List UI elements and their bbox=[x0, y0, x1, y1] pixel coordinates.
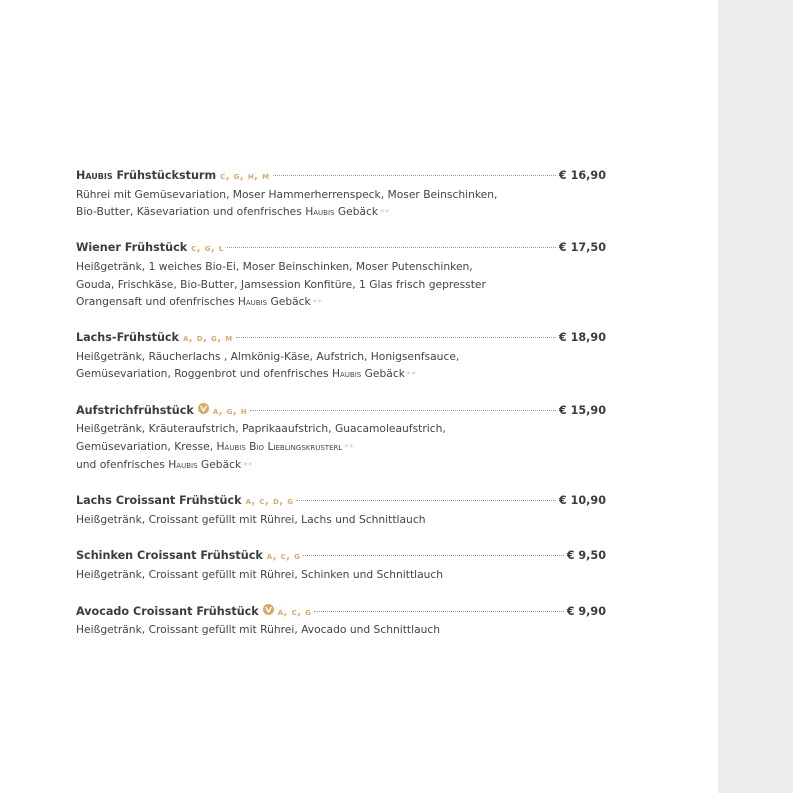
description-line bbox=[76, 276, 606, 293]
brand-name: Haubis bbox=[76, 169, 113, 182]
right-margin-panel bbox=[718, 0, 793, 793]
description-text: Gemüsevariation, Roggenbrot und ofenfrisches bbox=[76, 367, 332, 381]
menu-item-title-line bbox=[76, 604, 606, 621]
brand-name: Haubis bbox=[331, 367, 362, 381]
menu-item bbox=[76, 494, 606, 528]
menu-item bbox=[76, 604, 606, 638]
menu-item-title-line bbox=[76, 169, 606, 186]
description-text: und ofenfrisches bbox=[76, 457, 169, 471]
menu-item-name: Avocado Croissant Frühstück bbox=[76, 605, 259, 619]
description-line bbox=[76, 420, 606, 437]
menu-item-price: € 9,50 bbox=[566, 549, 606, 563]
brand-name: Haubis bbox=[237, 294, 268, 308]
description-text: Heißgetränk, Croissant gefüllt mit Rührei, Lachs und Schnittlauch bbox=[76, 513, 426, 527]
description-line bbox=[76, 456, 606, 474]
menu-item-description bbox=[76, 348, 606, 383]
description-text: Bio-Butter, Käsevariation und ofenfrisches bbox=[76, 205, 306, 219]
menu-item-description bbox=[76, 186, 606, 221]
menu-item-title-line bbox=[76, 549, 606, 566]
vegan-icon bbox=[263, 604, 274, 615]
description-text: Gebäck bbox=[267, 294, 311, 308]
allergen-codes: a, c, d, g bbox=[245, 496, 294, 508]
menu-item-price: € 15,90 bbox=[558, 404, 606, 418]
description-line bbox=[76, 438, 606, 456]
menu-item-name: Lachs Croissant Frühstück bbox=[76, 494, 242, 508]
menu-item-price: € 9,90 bbox=[566, 605, 606, 619]
menu-item-price: € 18,90 bbox=[558, 331, 606, 345]
menu-item-title-line bbox=[76, 331, 606, 348]
description-text: Heißgetränk, Räucherlachs , Almkönig-Käse, Aufstrich, Honigsenfsauce, bbox=[76, 350, 460, 364]
menu-item-name: Lachs-Frühstück bbox=[76, 331, 179, 345]
description-text: Heißgetränk, Kräuteraufstrich, Paprikaaufstrich, Guacamoleaufstrich, bbox=[76, 422, 446, 436]
dot-leader bbox=[273, 175, 556, 176]
menu-item-name: Aufstrichfrühstück bbox=[76, 404, 194, 418]
description-line bbox=[76, 566, 606, 583]
item-name-text: Frühstücksturm bbox=[112, 169, 217, 182]
menu-item-title-line bbox=[76, 403, 606, 420]
allergen-codes: c, g, l bbox=[191, 243, 224, 255]
menu-item-name: Wiener Frühstück bbox=[76, 241, 188, 255]
description-line bbox=[76, 511, 606, 528]
description-text: Gouda, Frischkäse, Bio-Butter, Jamsession Konfitüre, 1 Glas frisch gepresster bbox=[76, 277, 486, 291]
vegan-icon bbox=[198, 403, 209, 414]
description-text: Orangensaft und ofenfrisches bbox=[76, 294, 238, 308]
menu-item-name: Schinken Croissant Frühstück bbox=[76, 549, 263, 563]
description-line bbox=[76, 293, 606, 311]
dot-leader bbox=[250, 410, 556, 411]
description-text: Gebäck bbox=[361, 367, 405, 381]
menu-item-title-line bbox=[76, 241, 606, 258]
allergen-codes: a, c, g bbox=[266, 551, 301, 563]
menu-item-description bbox=[76, 511, 606, 528]
dot-leader bbox=[236, 337, 556, 338]
menu-item-description bbox=[76, 621, 606, 638]
description-line bbox=[76, 186, 606, 203]
description-text: Gemüsevariation, Kresse, bbox=[76, 439, 217, 453]
brand-name: Haubis Bio Lieblingskrusterl bbox=[216, 439, 343, 453]
allergen-codes: a, d, g, m bbox=[183, 333, 233, 345]
description-text: Rührei mit Gemüsevariation, Moser Hammerherrenspeck, Moser Beinschinken, bbox=[76, 188, 498, 201]
breakfast-menu bbox=[76, 169, 606, 639]
menu-item bbox=[76, 169, 606, 221]
footnote-stars: ** bbox=[243, 460, 254, 470]
description-line bbox=[76, 348, 606, 365]
menu-item-name bbox=[76, 169, 216, 182]
menu-item bbox=[76, 331, 606, 383]
menu-item bbox=[76, 241, 606, 311]
brand-name: Haubis bbox=[168, 457, 198, 471]
allergen-codes: a, g, h bbox=[212, 406, 248, 418]
menu-item-price: € 17,50 bbox=[558, 241, 606, 255]
footnote-stars: ** bbox=[380, 208, 391, 218]
footnote-stars: ** bbox=[344, 442, 355, 452]
description-line bbox=[76, 365, 606, 383]
description-line bbox=[76, 258, 606, 275]
footnote-stars: ** bbox=[312, 297, 323, 307]
menu-item-description bbox=[76, 566, 606, 583]
dot-leader bbox=[296, 500, 555, 501]
brand-name: Haubis bbox=[305, 205, 335, 219]
allergen-codes: c, g, h, m bbox=[220, 171, 270, 182]
description-text: Heißgetränk, Croissant gefüllt mit Rührei, Schinken und Schnittlauch bbox=[76, 568, 444, 582]
menu-item-description bbox=[76, 258, 606, 311]
description-text: Heißgetränk, 1 weiches Bio-Ei, Moser Beinschinken, Moser Putenschinken, bbox=[76, 260, 473, 274]
allergen-codes: a, c, g bbox=[277, 607, 312, 619]
menu-item-description bbox=[76, 420, 606, 474]
dot-leader bbox=[303, 555, 563, 556]
menu-item-price: € 10,90 bbox=[558, 494, 606, 508]
dot-leader bbox=[314, 611, 563, 612]
description-text: Gebäck bbox=[334, 205, 379, 219]
menu-item-price: € 16,90 bbox=[558, 169, 606, 182]
description-text: Gebäck bbox=[197, 457, 242, 471]
menu-item-title-line bbox=[76, 494, 606, 511]
menu-item bbox=[76, 549, 606, 583]
description-line bbox=[76, 621, 606, 638]
description-text: Heißgetränk, Croissant gefüllt mit Rührei, Avocado und Schnittlauch bbox=[76, 623, 441, 637]
description-line bbox=[76, 203, 606, 221]
footnote-stars: ** bbox=[406, 370, 417, 380]
dot-leader bbox=[227, 247, 556, 248]
menu-item bbox=[76, 403, 606, 474]
